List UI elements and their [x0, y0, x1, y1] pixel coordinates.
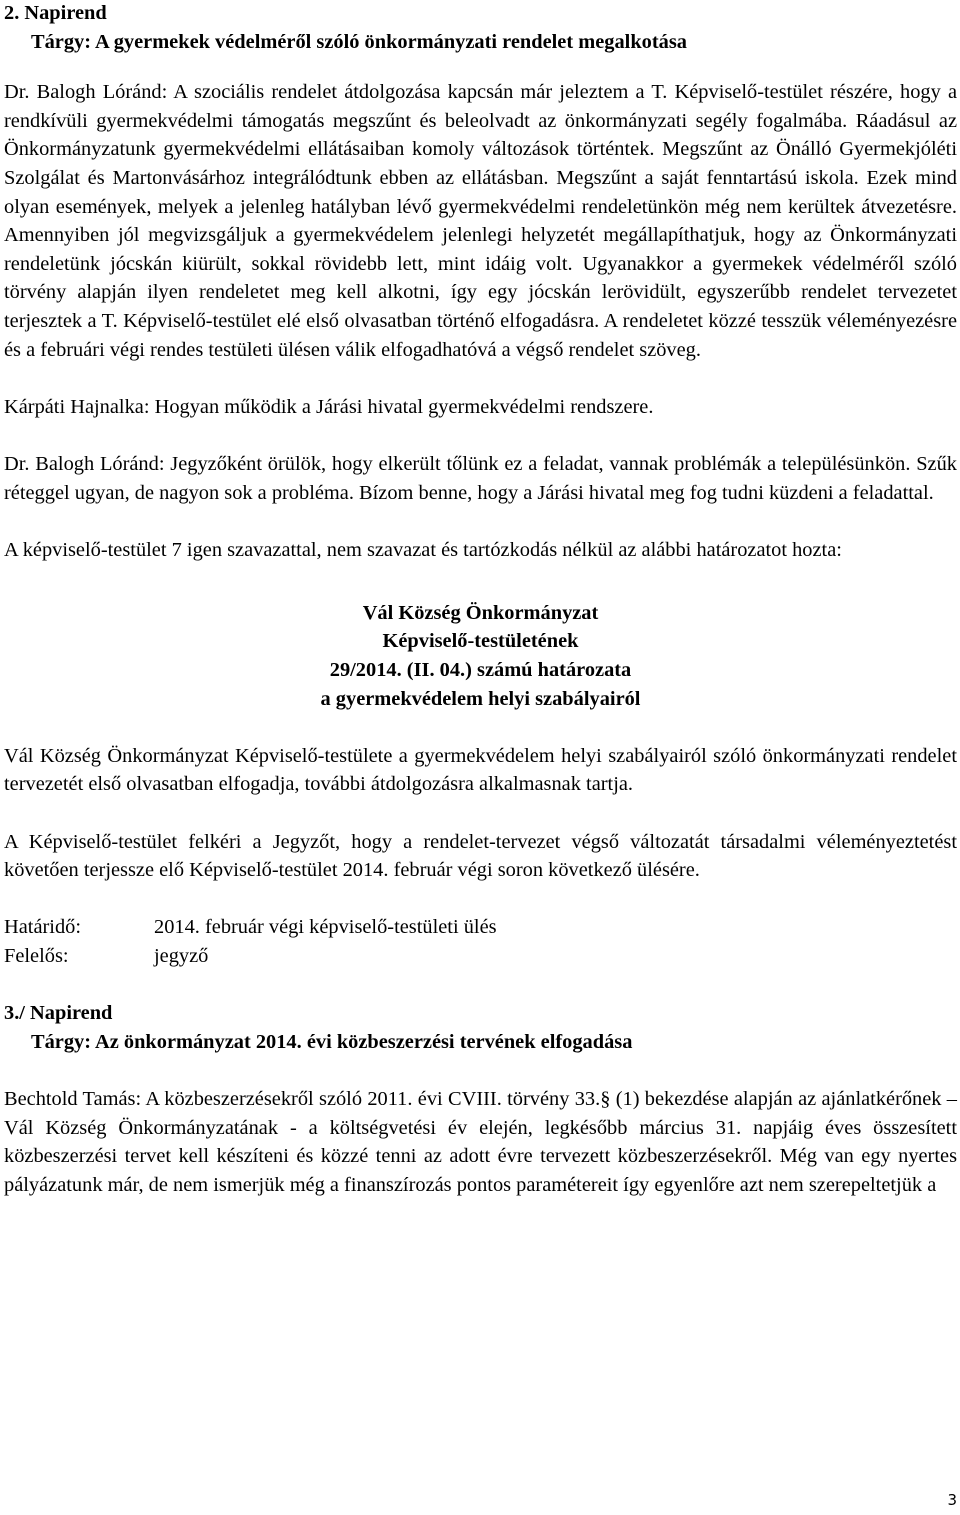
resolution-title-line-1: Vál Község Önkormányzat	[362, 601, 599, 624]
responsible-row	[4, 942, 957, 971]
section-2-subject: Tárgy: A gyermekek védelméről szóló önkormányzati rendelet megalkotása	[31, 30, 687, 53]
resolution-body-2: A Képviselő-testület felkéri a Jegyzőt, hogy a rendelet-tervezet végső változatát társadalmi véleményeztetést követően terjessze elő Képviselő-testület 2014. február végi soron következő ülésére.	[4, 830, 957, 882]
resolution-title-line-4: a gyermekvédelem helyi szabályairól	[320, 687, 641, 710]
responsible-label: Felelős:	[4, 945, 69, 967]
section-3-subject: Tárgy: Az önkormányzat 2014. évi közbeszerzési tervének elfogadása	[31, 1030, 633, 1053]
deadline-row	[4, 913, 957, 942]
paragraph-balogh-2: Dr. Balogh Lóránd: Jegyzőként örülök, hogy elkerült tőlünk ez a feladat, vannak problémák a településünkön. Szűk réteggel ugyan, de nagyon sok a probléma. Bízom benne, hogy a Járási hivatal meg fog tudni küzdeni a feladattal.	[4, 452, 957, 504]
document-page	[4, 0, 957, 1199]
paragraph-bechtold: Bechtold Tamás: A közbeszerzésekről szóló 2011. évi CVIII. törvény 33.§ (1) bekezdése alapján az ajánlatkérőnek – Vál Község Önkormányzatának - a költségvetési év elején, legkésőbb március 31. napjáig éves összesített közbeszerzési tervet kell készíteni és közzé tenni az adott évre tervezett közbeszerzésekről. Még van egy nyertes pályázatunk már, de nem ismerjük még a finanszírozás pontos paramétereit így egyenlőre azt nem szerepeltetjük a	[4, 1087, 957, 1196]
paragraph-balogh-1: Dr. Balogh Lóránd: A szociális rendelet átdolgozása kapcsán már jeleztem a T. Képviselő-testület részére, hogy a rendkívüli gyermekvédelmi támogatás megszűnt és beleolvadt az önkormányzati segély fogalmába. Ráadásul az Önkormányzatunk gyermekvédelmi ellátásaiban komoly változások történtek. Megszűnt az Önálló Gyermekjóléti Szolgálat és Martonvásárhoz integrálódtunk ebben az ellátásban. Megszűnt a saját fenntartású iskola. Ezek mind olyan események, melyek a jelenleg hatályban lévő gyermekvédelmi rendeletünkön még nem kerültek átvezetésre. Amennyiben jól megvizsgáljuk a gyermekvédelem jelenlegi helyzetét megállapíthatjuk, hogy az Önkormányzati rendeletünk jócskán kiürült, sokkal rövidebb lett, mint idáig volt. Ugyanakkor a gyermekek védelméről szóló törvény alapján ilyen rendeletet meg kell alkotni, így egy jócskán lerövidült, egyszerűbb rendelet tervezetet terjesztek a T. Képviselő-testület elé első olvasatban történő elfogadásra. A rendeletet közzé tesszük véleményezésre és a februári végi rendes testületi ülésen válik elfogadhatóvá a végső rendelet szöveg.	[4, 81, 957, 361]
paragraph-vote: A képviselő-testület 7 igen szavazattal, nem szavazat és tartózkodás nélkül az alábbi határozatot hozta:	[4, 538, 842, 561]
deadline-label: Határidő:	[4, 916, 82, 939]
deadline-value: 2014. február végi képviselő-testületi ülés	[154, 916, 497, 939]
resolution-title-line-3: 29/2014. (II. 04.) számú határozata	[329, 659, 632, 682]
resolution-title-line-2: Képviselő-testületének	[382, 630, 579, 653]
section-3-number: 3./ Napirend	[4, 1002, 113, 1025]
resolution-body-1: Vál Község Önkormányzat Képviselő-testülete a gyermekvédelem helyi szabályairól szóló önkormányzati rendelet tervezetét első olvasatban elfogadja, további átdolgozásra alkalmasnak tartja.	[4, 744, 957, 796]
paragraph-karpati: Kárpáti Hajnalka: Hogyan működik a Járási hivatal gyermekvédelmi rendszere.	[4, 395, 654, 418]
resolution-title	[4, 599, 957, 713]
responsible-value: jegyző	[154, 945, 209, 967]
section-2-number: 2. Napirend	[4, 2, 107, 24]
page-number: 3	[947, 1491, 957, 1509]
